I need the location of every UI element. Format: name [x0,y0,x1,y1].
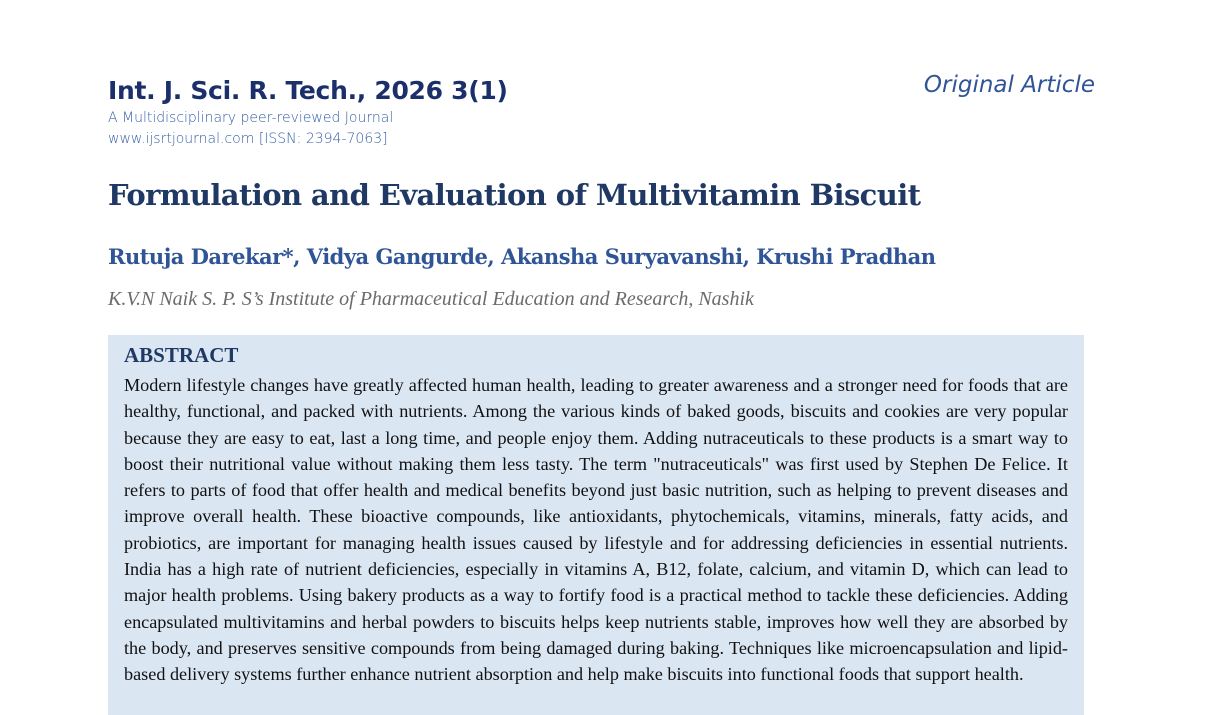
journal-header [108,74,508,150]
paper-title: Formulation and Evaluation of Multivitamin Biscuit [108,178,921,212]
journal-subtitle: A Multidisciplinary peer-reviewed Journal [108,110,394,126]
abstract-text: Modern lifestyle changes have greatly affected human health, leading to greater awareness and a stronger need for foods that are healthy, functional, and packed with nutrients. Among the various kinds of baked goods, biscuits and cookies are very popular because they are easy to eat, last a long time, and people enjoy them. Adding nutraceuticals to these products is a smart way to boost their nutritional value without making them less tasty. The term "nutraceuticals" was first used by Stephen De Felice. It refers to parts of food that offer health and medical benefits beyond just basic nutrition, such as helping to prevent diseases and improve overall health. These bioactive compounds, like antioxidants, phytochemicals, vitamins, minerals, fatty acids, and probiotics, are important for managing health issues caused by lifestyle and for addressing deficiencies in essential nutrients. India has a high rate of nutrient deficiencies, especially in vitamins A, B12, folate, calcium, and vitamin D, which can lead to major health problems. Using bakery products as a way to fortify food is a practical method to tackle these deficiencies. Adding encapsulated multivitamins and herbal powders to biscuits helps keep nutrients stable, improves how well they are absorbed by the body, and preserves sensitive compounds from being damaged during baking. Techniques like microencapsulation and lipid-based delivery systems further enhance nutrient absorption and help make biscuits into functional foods that support health. [124,375,1068,685]
abstract-heading: ABSTRACT [124,343,239,367]
journal-website-issn: www.ijsrtjournal.com [ISSN: 2394-7063] [108,131,388,147]
affiliation: K.V.N Naik S. P. S’s Institute of Pharmaceutical Education and Research, Nashik [108,288,754,310]
author-list: Rutuja Darekar*, Vidya Gangurde, Akansha Suryavanshi, Krushi Pradhan [108,244,936,269]
article-type-label: Original Article [923,72,1095,98]
abstract-section [108,335,1084,715]
journal-title: Int. J. Sci. R. Tech., 2026 3(1) [108,76,508,105]
